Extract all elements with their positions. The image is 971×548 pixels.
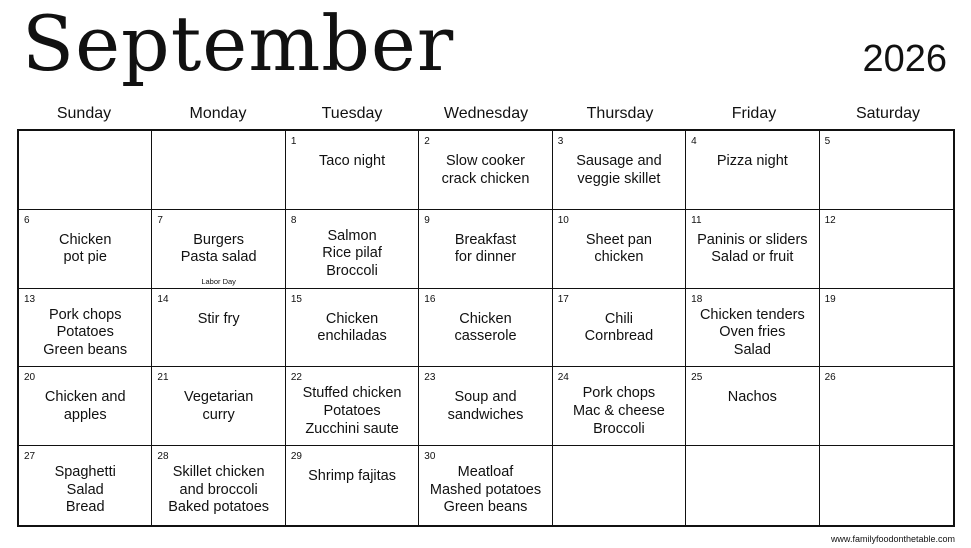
meal-plan-text: Nachos: [727, 389, 777, 406]
meal-plan-text: Sausage and veggie skillet: [576, 153, 662, 187]
meal-plan-text: Taco night: [319, 153, 386, 169]
day-cell: [553, 131, 686, 210]
day-cell: [553, 367, 686, 446]
footer-url: www.familyfoodonthetable.com: [830, 534, 955, 544]
weekday-monday: Monday: [189, 105, 247, 122]
day-number: 8: [290, 214, 297, 226]
weekday-thursday: Thursday: [586, 105, 654, 122]
meal-plan-text: Chicken and apples: [44, 389, 126, 423]
day-number: 9: [424, 214, 430, 226]
meal-plan-text: Slow cooker crack chicken: [441, 153, 530, 187]
day-cell: [286, 367, 419, 446]
day-cell: [820, 210, 953, 289]
day-number: 23: [424, 372, 436, 384]
day-cell: [19, 131, 152, 210]
weekday-wednesday: Wednesday: [443, 105, 529, 122]
day-cell: [419, 131, 552, 210]
meal-plan-text: Pizza night: [716, 153, 788, 169]
day-cell: [686, 131, 819, 210]
day-number: 11: [691, 214, 702, 226]
day-number: 28: [157, 451, 169, 463]
calendar-grid: [17, 129, 955, 527]
day-cell: [553, 446, 686, 525]
meal-plan-text: Chicken enchiladas: [317, 310, 387, 345]
day-cell: [686, 210, 819, 289]
meal-plan-text: Vegetarian curry: [183, 389, 254, 423]
day-cell: [686, 367, 819, 446]
meal-plan-text: Soup and sandwiches: [447, 389, 524, 423]
day-number: 12: [824, 214, 836, 226]
day-cell: [686, 289, 819, 368]
weekday-saturday: Saturday: [855, 105, 921, 122]
month-title: September: [22, 0, 455, 88]
day-number: 10: [557, 214, 569, 226]
day-cell: [152, 289, 285, 368]
meal-plan-text: Burgers Pasta salad: [180, 231, 257, 266]
day-cell: [286, 131, 419, 210]
day-number: 3: [557, 136, 564, 147]
meal-plan-text: Pork chops Mac & cheese Broccoli: [572, 385, 665, 437]
day-number: 27: [24, 451, 36, 463]
day-cell: [419, 289, 552, 368]
meal-plan-text: Salmon Rice pilaf Broccoli: [322, 227, 382, 279]
weekday-tuesday: Tuesday: [321, 105, 383, 122]
day-number: 17: [557, 293, 569, 305]
weekday-sunday: Sunday: [56, 105, 112, 122]
day-cell: [820, 367, 953, 446]
day-cell: [553, 210, 686, 289]
holiday-label: Labor Day: [201, 277, 236, 287]
day-number: 29: [290, 451, 302, 463]
day-number: 16: [424, 293, 436, 305]
meal-plan-text: Meatloaf Mashed potatoes Green beans: [429, 464, 542, 516]
meal-plan-text: Breakfast for dinner: [454, 231, 517, 266]
day-cell: [152, 131, 285, 210]
meal-plan-text: Shrimp fajitas: [308, 468, 396, 485]
meal-plan-text: Stir fry: [197, 310, 240, 327]
day-number: 24: [557, 372, 569, 384]
day-number: 20: [24, 372, 36, 384]
day-cell: [19, 367, 152, 446]
meal-plan-text: Chicken casserole: [454, 310, 517, 345]
meal-plan-text: Sheet pan chicken: [585, 231, 652, 266]
meal-plan-text: Chili Cornbread: [584, 310, 654, 345]
day-number: 26: [824, 372, 836, 384]
day-cell: [286, 446, 419, 525]
day-cell: [419, 446, 552, 525]
day-number: 1: [290, 136, 297, 147]
day-cell: [419, 210, 552, 289]
meal-plan-text: Chicken pot pie: [59, 231, 112, 266]
day-cell: [820, 289, 953, 368]
meal-plan-text: Spaghetti Salad Bread: [54, 464, 116, 516]
day-number: 30: [424, 451, 436, 463]
day-number: 13: [24, 293, 36, 305]
day-cell: [820, 131, 953, 210]
day-cell: [286, 210, 419, 289]
meal-plan-text: Stuffed chicken Potatoes Zucchini saute: [302, 385, 402, 437]
day-cell: [286, 289, 419, 368]
weekday-friday: Friday: [731, 105, 777, 122]
weekday-header-row: [17, 103, 955, 125]
day-number: 25: [691, 372, 703, 384]
meal-plan-text: Skillet chicken and broccoli Baked potatoes: [168, 464, 270, 516]
meal-plan-text: Chicken tenders Oven fries Salad: [699, 306, 805, 358]
day-cell: [820, 446, 953, 525]
day-number: 21: [157, 372, 169, 384]
day-number: 18: [691, 293, 703, 305]
day-cell: [19, 446, 152, 525]
day-number: 19: [824, 293, 836, 305]
day-number: 22: [290, 372, 302, 384]
day-cell: [19, 289, 152, 368]
day-cell: [686, 446, 819, 525]
day-number: 7: [157, 214, 163, 226]
meal-plan-text: Paninis or sliders Salad or fruit: [697, 231, 808, 266]
day-cell: [419, 367, 552, 446]
day-cell: [19, 210, 152, 289]
day-number: 4: [691, 136, 697, 147]
day-number: 5: [824, 136, 831, 147]
day-number: 15: [290, 293, 302, 305]
year-label: 2026: [862, 38, 947, 80]
day-number: 2: [424, 136, 430, 147]
day-cell: [152, 367, 285, 446]
day-cell: [553, 289, 686, 368]
day-cell: [152, 210, 285, 289]
day-cell: [152, 446, 285, 525]
day-number: 14: [157, 293, 169, 305]
meal-plan-text: Pork chops Potatoes Green beans: [43, 306, 128, 358]
day-number: 6: [24, 214, 30, 226]
